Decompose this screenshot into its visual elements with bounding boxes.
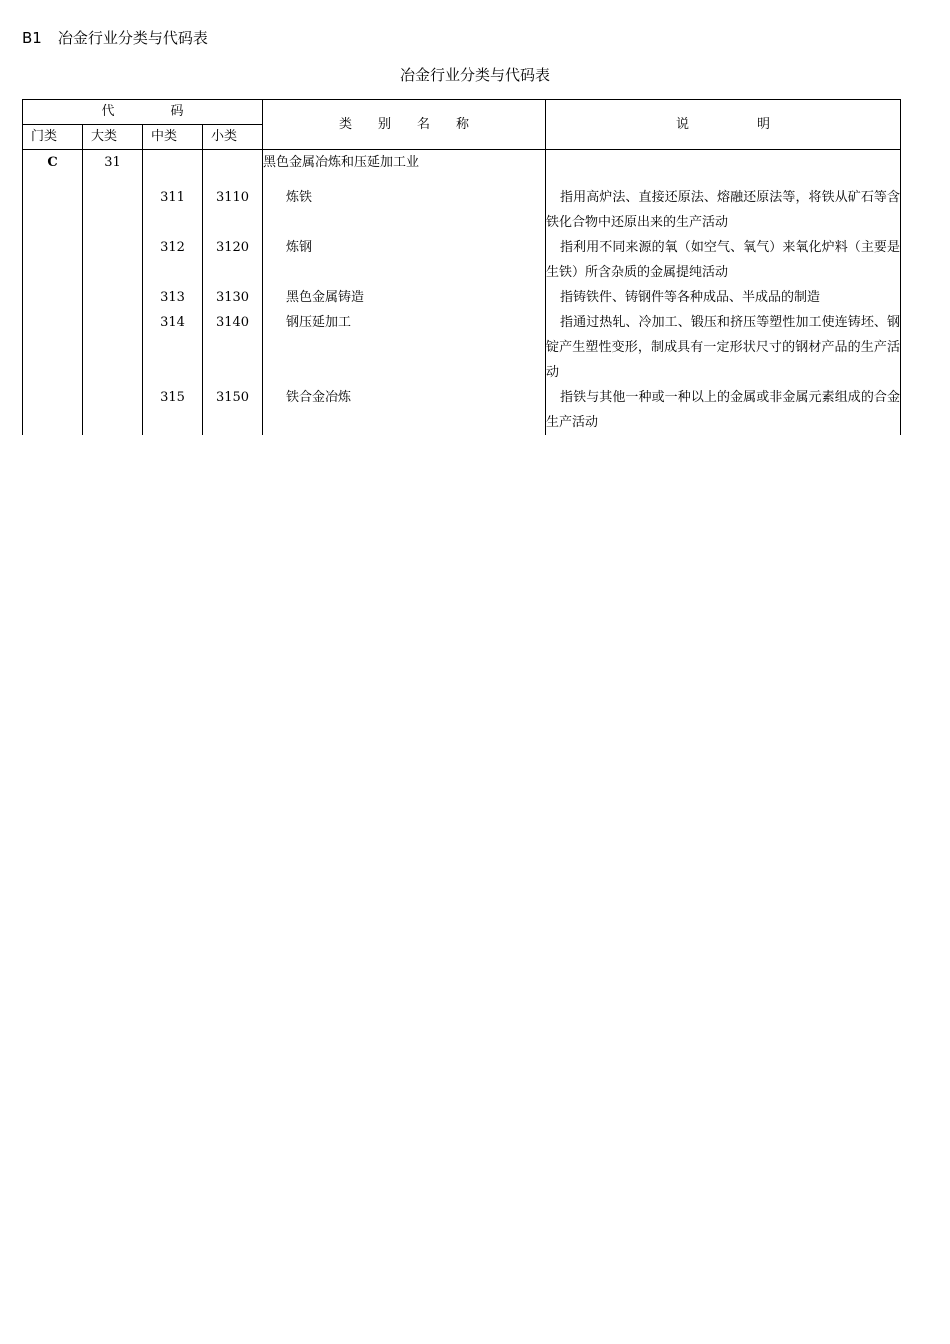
name-cell: 炼钢 bbox=[263, 235, 546, 285]
da-cell bbox=[83, 310, 143, 385]
name-header bbox=[263, 100, 546, 150]
desc-header-char-2: 明 bbox=[757, 116, 771, 132]
xiao-cell: 3110 bbox=[203, 185, 263, 235]
name-cell: 钢压延加工 bbox=[263, 310, 546, 385]
men-cell bbox=[23, 235, 83, 285]
name-cell: 黑色金属冶炼和压延加工业 bbox=[263, 150, 546, 176]
men-header: 门类 bbox=[23, 125, 83, 150]
xiao-cell bbox=[203, 150, 263, 176]
xiao-header: 小类 bbox=[203, 125, 263, 150]
men-cell: C bbox=[23, 150, 83, 176]
name-cell: 铁合金冶炼 bbox=[263, 385, 546, 435]
da-header: 大类 bbox=[83, 125, 143, 150]
da-cell bbox=[83, 185, 143, 235]
desc-text: 指用高炉法、直接还原法、熔融还原法等，将铁从矿石等含铁化合物中还原出来的生产活动 bbox=[546, 190, 901, 230]
zhong-cell: 315 bbox=[143, 385, 203, 435]
desc-cell bbox=[546, 310, 901, 385]
name-cell: 黑色金属铸造 bbox=[263, 285, 546, 310]
men-cell bbox=[23, 385, 83, 435]
section-heading bbox=[22, 28, 208, 48]
desc-text: 指铸铁件、铸钢件等各种成品、半成品的制造 bbox=[560, 290, 821, 305]
zhong-cell: 313 bbox=[143, 285, 203, 310]
table-row bbox=[23, 285, 901, 310]
xiao-cell: 3150 bbox=[203, 385, 263, 435]
desc-text: 指通过热轧、冷加工、锻压和挤压等塑性加工使连铸坯、钢锭产生塑性变形，制成具有一定形状尺寸的钢材产品的生产活动 bbox=[546, 315, 901, 380]
classification-table bbox=[22, 99, 901, 435]
spacer-cell bbox=[263, 175, 546, 185]
name-header-char-2: 别 bbox=[378, 116, 392, 132]
men-cell bbox=[23, 285, 83, 310]
zhong-cell: 314 bbox=[143, 310, 203, 385]
spacer-cell bbox=[143, 175, 203, 185]
desc-text: 指铁与其他一种或一种以上的金属或非金属元素组成的合金生产活动 bbox=[546, 390, 901, 430]
table-row bbox=[23, 310, 901, 385]
spacer-cell bbox=[203, 175, 263, 185]
men-cell bbox=[23, 310, 83, 385]
spacer-row bbox=[23, 175, 901, 185]
name-header-char-4: 称 bbox=[456, 116, 470, 132]
zhong-cell: 311 bbox=[143, 185, 203, 235]
desc-header-char-1: 说 bbox=[676, 116, 690, 132]
desc-cell bbox=[546, 150, 901, 176]
desc-cell bbox=[546, 285, 901, 310]
desc-text: 指利用不同来源的氧（如空气、氧气）来氧化炉料（主要是生铁）所含杂质的金属提纯活动 bbox=[546, 240, 901, 280]
table-title: 冶金行业分类与代码表 bbox=[399, 66, 550, 84]
name-header-char-1: 类 bbox=[339, 116, 353, 132]
da-cell: 31 bbox=[83, 150, 143, 176]
desc-cell bbox=[546, 235, 901, 285]
xiao-cell: 3130 bbox=[203, 285, 263, 310]
spacer-cell bbox=[23, 175, 83, 185]
header-row-top bbox=[23, 100, 901, 125]
xiao-cell: 3140 bbox=[203, 310, 263, 385]
zhong-cell bbox=[143, 150, 203, 176]
code-header-char-1: 代 bbox=[101, 104, 115, 119]
section-title: 冶金行业分类与代码表 bbox=[57, 29, 208, 47]
table-row bbox=[23, 185, 901, 235]
da-cell bbox=[83, 235, 143, 285]
spacer-cell bbox=[83, 175, 143, 185]
da-cell bbox=[83, 285, 143, 310]
table-row bbox=[23, 385, 901, 435]
zhong-header: 中类 bbox=[143, 125, 203, 150]
code-header-char-2: 码 bbox=[170, 104, 184, 119]
name-header-char-3: 名 bbox=[417, 116, 431, 132]
spacer-cell bbox=[546, 175, 901, 185]
da-cell bbox=[83, 385, 143, 435]
code-group-header bbox=[23, 100, 263, 125]
table-row bbox=[23, 150, 901, 176]
men-cell bbox=[23, 185, 83, 235]
section-code: B1 bbox=[22, 29, 42, 47]
name-cell: 炼铁 bbox=[263, 185, 546, 235]
xiao-cell: 3120 bbox=[203, 235, 263, 285]
desc-cell bbox=[546, 385, 901, 435]
desc-cell bbox=[546, 185, 901, 235]
desc-header bbox=[546, 100, 901, 150]
zhong-cell: 312 bbox=[143, 235, 203, 285]
table-row bbox=[23, 235, 901, 285]
